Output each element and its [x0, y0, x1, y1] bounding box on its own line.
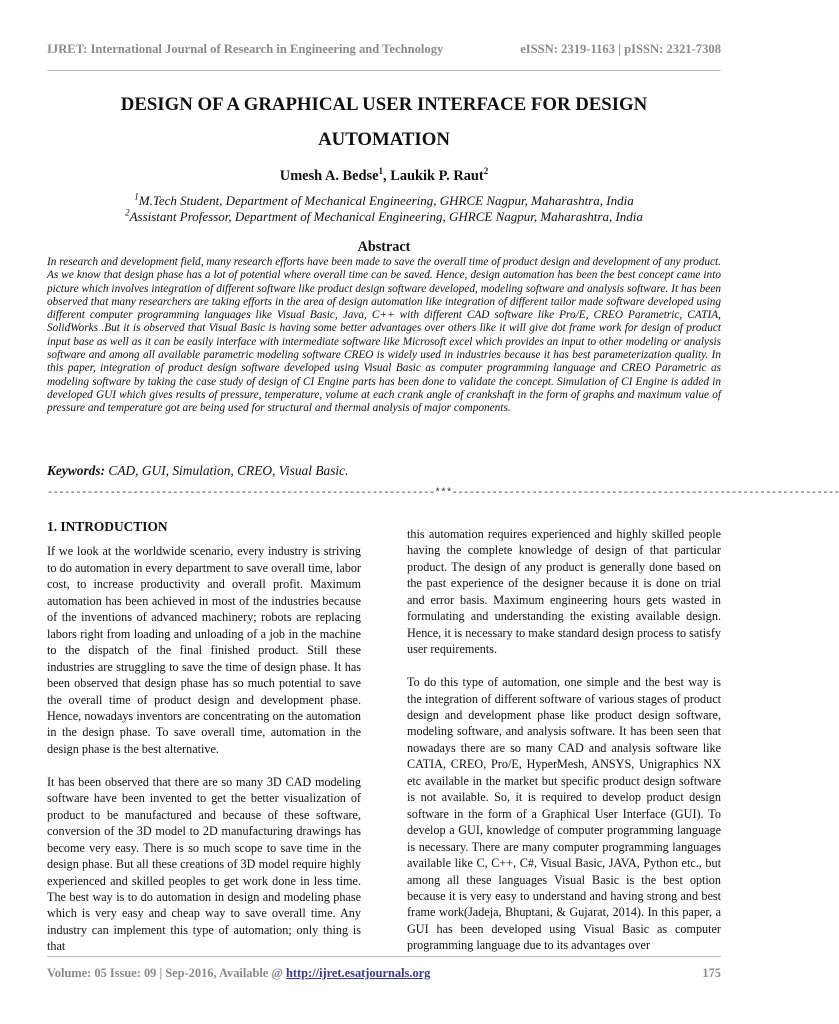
affiliation-text: M.Tech Student, Department of Mechanical Engineering, GHRCE Nagpur, Maharashtra, India: [138, 193, 634, 208]
footer-volume: [47, 966, 430, 981]
affiliation-mark: 1: [134, 191, 139, 202]
issn-info: eISSN: 2319-1163 | pISSN: 2321-7308: [520, 42, 721, 56]
left-column: [47, 519, 361, 971]
author-name: Laukik P. Raut: [390, 168, 484, 184]
author-mark: 1: [378, 166, 384, 177]
author-list: [47, 168, 721, 185]
running-footer: [47, 966, 721, 981]
body-paragraph: this automation requires experienced and highly skilled people having the complete knowledge of design of that particular product. The design of any product is generally done based on the past experience of the designer because it is done on trial and error basis. Maximum engineering hours gets wasted in formulating and understanding the existing available design. Hence, it is necessary to make standard design process to satisfy user requirements.: [407, 527, 721, 657]
author-mark: 2: [483, 166, 489, 177]
right-column: [407, 526, 721, 970]
title-line-1: DESIGN OF A GRAPHICAL USER INTERFACE FOR DESIGN: [120, 94, 648, 115]
author-comma: ,: [383, 168, 391, 184]
section-heading: 1. INTRODUCTION: [47, 519, 168, 534]
keywords-label: Keywords:: [47, 463, 106, 478]
journal-name: IJRET: International Journal of Research in Engineering and Technology: [47, 42, 444, 56]
keywords-text: CAD, GUI, Simulation, CREO, Visual Basic.: [108, 463, 349, 478]
keywords-line: [47, 463, 721, 479]
running-header: [47, 42, 721, 57]
title-line-2: AUTOMATION: [318, 129, 450, 150]
paper-title: [47, 87, 721, 157]
section-separator: --------------------------------------------------------------------***--------------------------------------------------------------------: [47, 488, 839, 499]
journal-link[interactable]: http://ijret.esatjournals.org: [286, 966, 431, 980]
volume-text: Volume: 05 Issue: 09 | Sep-2016, Available @: [47, 966, 287, 980]
affiliation-2: [47, 209, 721, 225]
page-number: 175: [702, 966, 721, 980]
footer-divider: [47, 956, 721, 957]
author-name: Umesh A. Bedse: [279, 168, 379, 184]
body-paragraph: To do this type of automation, one simple and the best way is the integration of different software of various stages of product design and development phase like product design software, modeling software, and analysis software. It has been seen that nowadays there are so many CAD and analysis software like CATIA, CREO, Pro/E, HyperMesh, ANSYS, Unigraphics NX etc available in the market but specific product design software is not available. So, it is required to develop product design software in the form of a Graphical User Interface (GUI). To develop a GUI, knowledge of computer programming language is necessary. There are many computer programming languages available like C, C++, C#, Visual Basic, JAVA, Python etc., but among all these languages Visual Basic is the best option because it is very easy to understand and having strong and best frame work(Jadeja, Bhuptani, & Gujarat, 2014). In this paper, a GUI has been developed using Visual Basic as computer programming language due to its advantages over: [407, 675, 721, 953]
abstract-heading: Abstract: [357, 239, 411, 255]
body-paragraph: If we look at the worldwide scenario, every industry is striving to do automation in every department to save overall time, labor cost, to increase productivity and overall profit. Maximum automation has been achieved in most of the industries because of the inventions of advanced machinery; robots are replacing labors right from loading and unloading of a job in the machine to the dispatch of the final finished product. Still these industries are struggling to save the time of design phase. It has been observed that design phase has so much potential to save the overall time of product design and development phase. Hence, nowadays inventors are concentrating on the automation in the design phase. To save overall time, automation in the design phase is the best alternative.: [47, 544, 361, 756]
affiliation-mark: 2: [125, 207, 130, 218]
header-divider: [47, 70, 721, 71]
body-paragraph: It has been observed that there are so many 3D CAD modeling software have been invented to get the better visualization of product to be manufactured and because of these software, conversion of the 3D model to 2D manufacturing drawings has become very easy. There is so much scope to save time in the design phase. But all these creations of 3D model require highly experienced and skilled peoples to get work done in less time. The best way is to do automation in design and modeling phase which is very easy and cheap way to save overall time. Any industry can implement this type of automation; only thing is that: [47, 774, 361, 954]
abstract-text: In research and development field, many research efforts have been made to save the overall time of product design and development of any product. As we know that design phase has a lot of potential where overall time can be saved. Hence, design automation has been the best concept came into picture which involves integration of different software like product design software developed, modeling software and analysis software. It has been observed that many researchers are taking efforts in the area of design automation like integration of different tailor made software developed using different computer programming languages like Visual Basic, Java, C++ with different CAD software like Pro/E, CREO Parametric, CATIA, SolidWorks .But it is observed that Visual Basic is having some better advantages over others like it will give dot frame work for design of product input base as well as it can be easily interface with intermediate software like Microsoft excel which provides an input to other modeling or analysis software and among all available parametric modeling software CREO is widely used in industries because it has best parameterization quality. In this paper, integration of product design software developed using Visual Basic as computer programming language and CREO Parametric as modeling software by taking the case study of design of CI Engine parts has been done to validate the concept. Simulation of CI Engine is added in developed GUI which gives results of pressure, temperature, volume at each crank angle of crankshaft in the form of graphs and maximum value of pressure and temperature got are being used for structural and thermal analysis of major components.: [47, 256, 721, 415]
affiliation-1: [47, 193, 721, 209]
affiliation-text: Assistant Professor, Department of Mechanical Engineering, GHRCE Nagpur, Maharashtra, India: [129, 209, 643, 224]
